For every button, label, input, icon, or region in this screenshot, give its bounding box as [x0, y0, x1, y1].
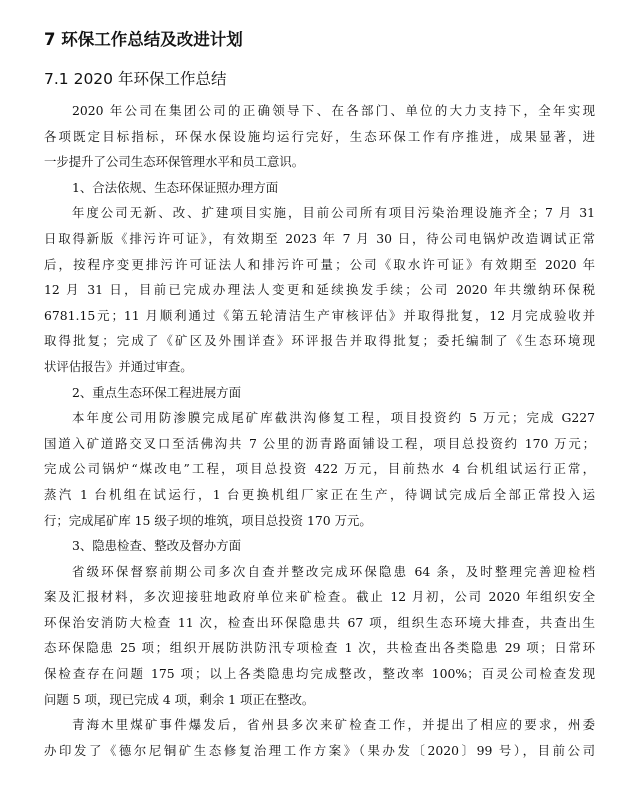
intro-line: 2020 年公司在集团公司的正确领导下、在各部门、单位的大力支持下，全年实现 — [72, 103, 595, 118]
paragraph-line: 态环保隐患 25 项；组织开展防洪防汛专项检查 1 次，共检查出各类隐患 29 项；日常环 — [44, 640, 595, 656]
paragraph-line: 问题 5 项，现已完成 4 项，剩余 1 项正在整改。 — [44, 691, 315, 707]
paragraph-line: 12 月 31 日，目前已完成办理法人变更和延续换发手续；公司 2020 年共缴纳环保税 — [44, 282, 595, 298]
paragraph-line: 案及汇报材料，多次迎接驻地政府单位来矿检查。截止 12 月初，公司 2020 年组织安全 — [44, 589, 595, 605]
paragraph-line: 行；完成尾矿库 15 级子坝的堆筑，项目总投资 170 万元。 — [44, 512, 372, 528]
section2-title: 2、重点生态环保工程进展方面 — [72, 384, 241, 400]
paragraph-line: 年度公司无新、改、扩建项目实施，目前公司所有项目污染治理设施齐全；7 月 31 — [72, 205, 595, 221]
paragraph-line: 国道入矿道路交叉口至活佛沟共 7 公里的沥青路面铺设工程，项目总投资约 170 万元； — [44, 435, 595, 451]
paragraph-line: 日取得新版《排污许可证》，有效期至 2023 年 7 月 30 日，待公司电锅炉改造调试正常 — [44, 230, 595, 246]
section1-title: 1、合法依规、生态环保证照办理方面 — [72, 179, 279, 195]
paragraph-line: 办印发了《德尔尼铜矿生态修复治理工作方案》（果办发〔2020〕99 号），目前公司 — [44, 742, 595, 758]
chapter-heading: 7 环保工作总结及改进计划 — [44, 30, 243, 49]
paragraph-line: 后，按程序变更排污许可证法人和排污许可量；公司《取水许可证》有效期至 2020 年 — [44, 256, 595, 272]
section3-title: 3、隐患检查、整改及督办方面 — [72, 538, 241, 554]
paragraph-line: 保检查存在问题 175 项；以上各类隐患均完成整改，整改率 100%；百灵公司检查发现 — [44, 666, 595, 682]
paragraph-line: 青海木里煤矿事件爆发后，省州县多次来矿检查工作，并提出了相应的要求，州委 — [72, 717, 595, 733]
intro-line: 各项既定目标指标，环保水保设施均运行完好，生态环保工作有序推进，成果显著，进 — [44, 128, 595, 144]
paragraph-line: 状评估报告》并通过审查。 — [44, 358, 193, 374]
section2-paragraph — [44, 405, 595, 533]
section1-paragraph — [44, 200, 595, 379]
paragraph-line: 完成公司锅炉“煤改电”工程，项目总投资 422 万元，目前热水 4 台机组试运行正常， — [44, 461, 595, 477]
paragraph-line: 取得批复；完成了《矿区及外围详查》环评报告并取得批复；委托编制了《生态环境现 — [44, 333, 595, 349]
section3-paragraph — [44, 559, 595, 713]
paragraph-line: 蒸汽 1 台机组在试运行，1 台更换机组厂家正在生产，待调试完成后全部正常投入运 — [44, 486, 595, 502]
section-heading: 7.1 2020 年环保工作总结 — [44, 70, 227, 88]
paragraph-line: 6781.15元；11 月顺利通过《第五轮清洁生产审核评估》并取得批复，12 月完成验收并 — [44, 307, 595, 323]
intro-paragraph — [44, 98, 595, 175]
intro-line: 一步提升了公司生态环保管理水平和员工意识。 — [44, 154, 305, 170]
paragraph-line: 本年度公司用防渗膜完成尾矿库截洪沟修复工程，项目投资约 5 万元；完成 G227 — [72, 410, 595, 426]
section3-paragraph-2 — [44, 712, 595, 763]
paragraph-line: 环保治安消防大检查 11 次，检查出环保隐患共 67 项，组织生态环境大排查，共查出生 — [44, 614, 595, 630]
paragraph-line: 省级环保督察前期公司多次自查并整改完成环保隐患 64 条，及时整理完善迎检档 — [72, 563, 595, 579]
